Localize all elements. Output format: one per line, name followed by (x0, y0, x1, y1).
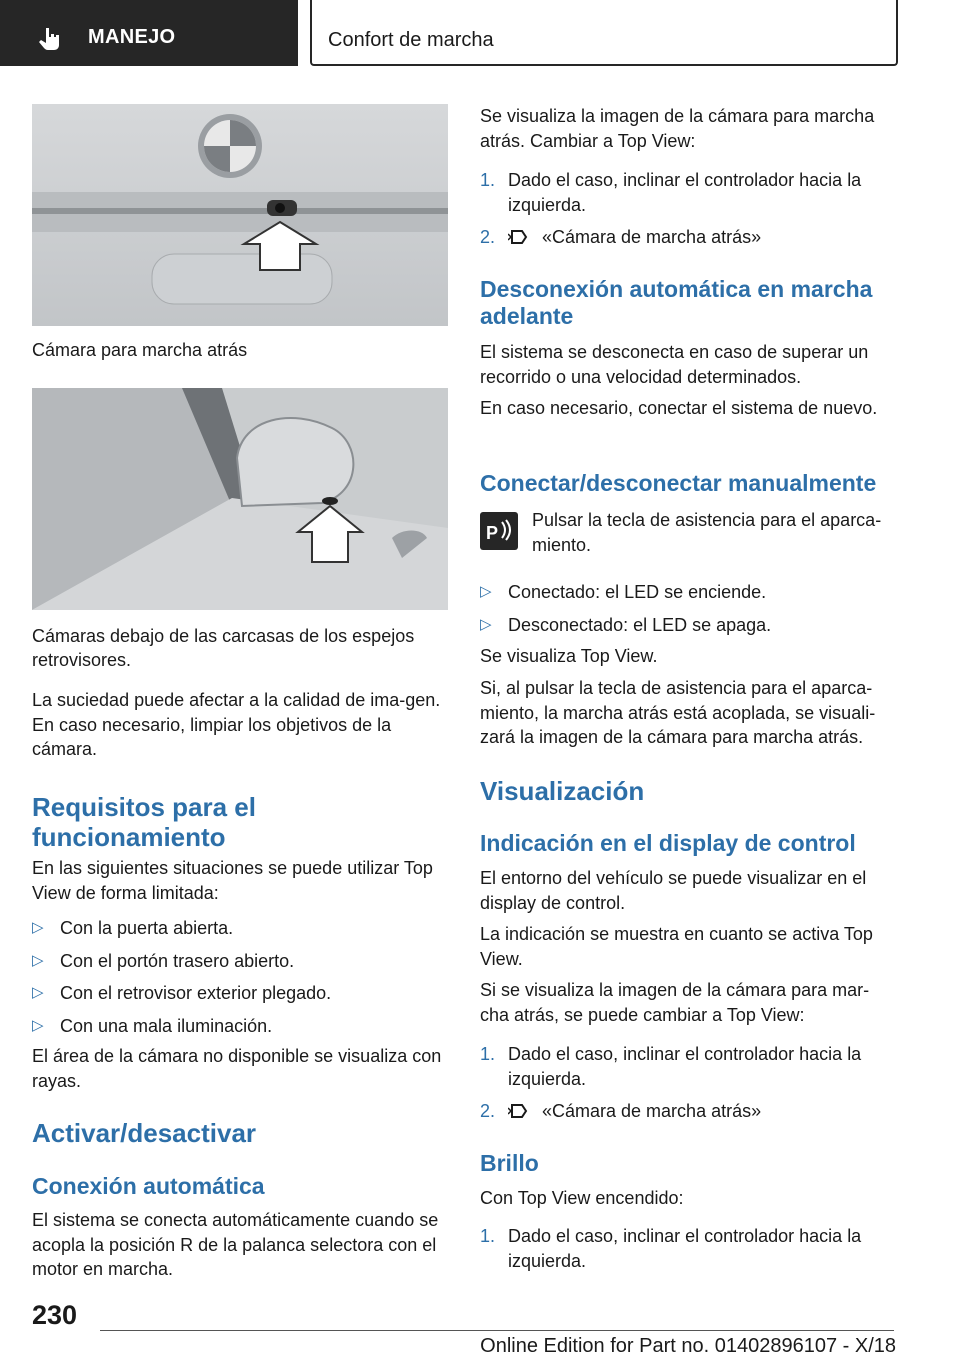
list-item: ▷ Con la puerta abierta. (32, 918, 234, 938)
dirt-paragraph: La suciedad puede afectar a la calidad de ima-gen. En caso necesario, limpiar los objetivos de la cámara. (32, 690, 441, 759)
desconexion-text-2: En caso necesario, conectar el sistema de nuevo. (480, 398, 878, 418)
section-tab (0, 0, 298, 66)
list-item: ▷ Desconectado: el LED se apaga. (480, 614, 772, 635)
step-item: 1. Dado el caso, inclinar el controlador hacia la izquierda. (480, 1044, 862, 1089)
figure-caption-1: Cámara para marcha atrás (32, 340, 248, 360)
desconexion-text-1: El sistema se desconecta en caso de superar un recorrido o una velocidad determinados. (480, 342, 869, 387)
heading-brillo: Brillo (480, 1150, 539, 1176)
list-item: ▷ Con una mala iluminación. (32, 1015, 273, 1036)
heading-visualizacion: Visualización (480, 776, 645, 806)
brillo-text: Con Top View encendido: (480, 1188, 684, 1208)
list-item: ▷ Con el portón trasero abierto. (32, 950, 295, 971)
rear-camera-intro: Se visualiza la imagen de la cámara para marcha atrás. Cambiar a Top View: (480, 106, 875, 151)
list-item: ▷ Conectado: el LED se enciende. (480, 582, 767, 602)
indicacion-text-1: El entorno del vehículo se puede visualizar en el display de control. (480, 868, 867, 913)
heading-activar: Activar/desactivar (32, 1118, 257, 1148)
chapter-label: Confort de marcha (328, 29, 494, 51)
rear-camera-photo (32, 104, 448, 326)
step-item: 2. «Cámara de marcha atrás» (480, 1101, 762, 1121)
requisitos-intro: En las siguientes situaciones se puede utilizar Top View de forma limitada: (32, 858, 433, 903)
heading-manual: Conectar/desconectar manualmente (480, 470, 877, 496)
heading-desconexion: Desconexión automática en marcha adelante (480, 276, 873, 329)
figure-caption-2: Cámaras debajo de las carcasas de los espejos retrovisores. (32, 626, 415, 670)
heading-indicacion: Indicación en el display de control (480, 830, 856, 856)
requisitos-note: El área de la cámara no disponible se visualiza con rayas. (32, 1046, 442, 1091)
mirror-camera-photo (32, 388, 448, 610)
indicacion-text-2: La indicación se muestra en cuanto se activa Top View. (480, 924, 873, 969)
list-item: ▷ Con el retrovisor exterior plegado. (32, 983, 332, 1003)
parking-assist-button-icon (480, 512, 518, 550)
step-item: 1. Dado el caso, inclinar el controlador hacia la izquierda. (480, 1226, 862, 1271)
rear-camera-icon (508, 1102, 530, 1120)
footer-divider (100, 1330, 894, 1331)
section-label: MANEJO (88, 26, 176, 48)
edition-label: Online Edition for Part no. 01402896107 - X/18 (480, 1335, 896, 1357)
indicacion-text-3: Si se visualiza la imagen de la cámara para mar-cha atrás, se puede cambiar a Top View: (480, 980, 870, 1025)
rear-camera-icon (508, 228, 530, 246)
heading-conexion: Conexión automática (32, 1173, 265, 1199)
step-item: 2. «Cámara de marcha atrás» (480, 227, 762, 247)
page-number: 230 (32, 1300, 78, 1330)
hand-pointer-icon (38, 26, 64, 52)
manual-note-1: Se visualiza Top View. (480, 646, 658, 666)
step-item: 1. Dado el caso, inclinar el controlador hacia la izquierda. (480, 170, 862, 215)
chapter-tab (310, 0, 898, 66)
manual-text: Pulsar la tecla de asistencia para el aparca-miento. (532, 510, 882, 555)
heading-requisitos: Requisitos para el funcionamiento (32, 792, 256, 852)
page-header (0, 0, 960, 66)
conexion-paragraph: El sistema se conecta automáticamente cuando se acopla la posición R de la palanca selectora con el motor en marcha. (32, 1210, 439, 1279)
manual-note-2: Si, al pulsar la tecla de asistencia para el aparca-miento, la marcha atrás está acoplada, se visuali-zará la imagen de la cámara para marcha atrás. (480, 678, 876, 747)
svg-text:P: P (486, 523, 499, 543)
